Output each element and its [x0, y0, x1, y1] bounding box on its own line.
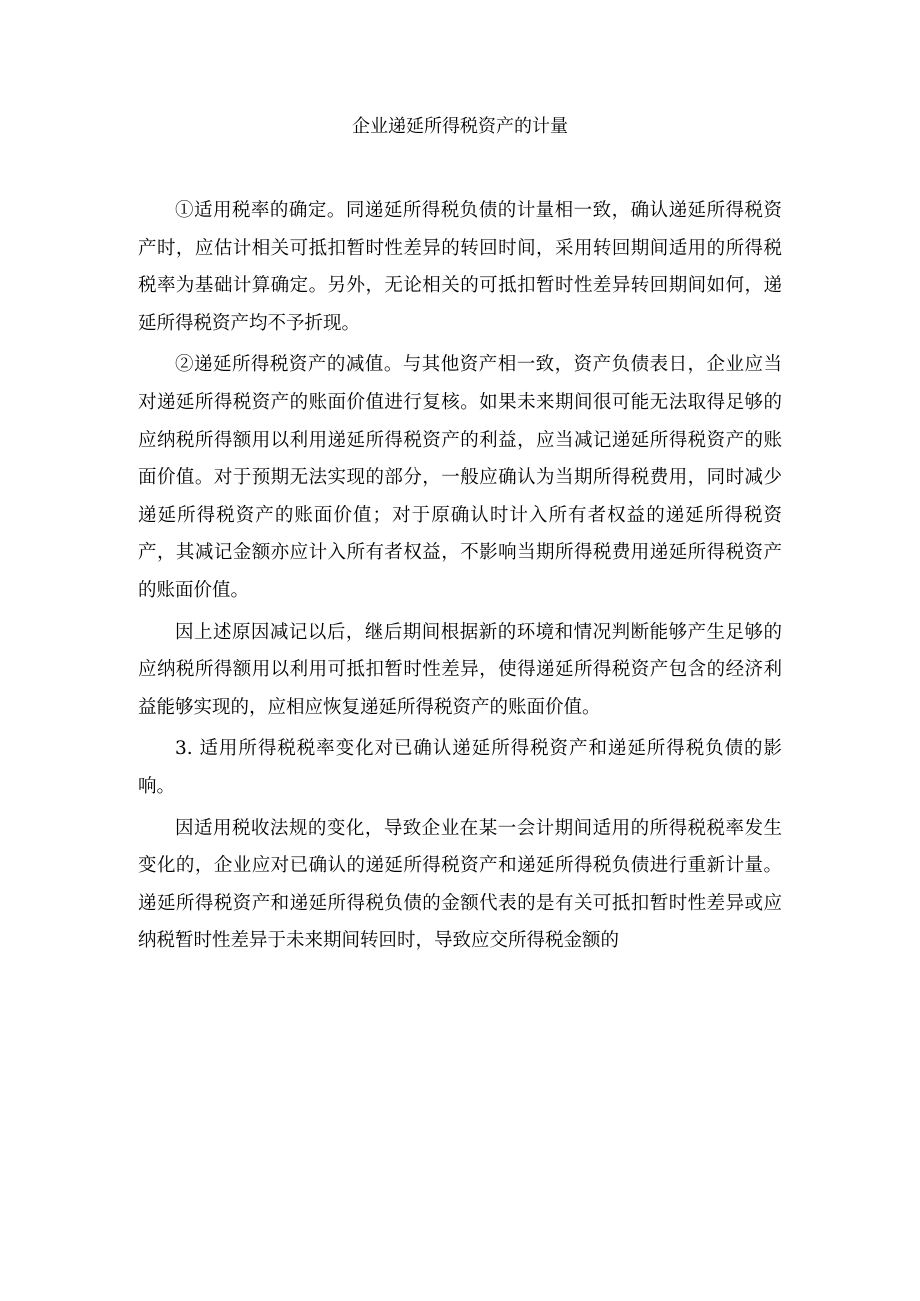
paragraph-impairment: ②递延所得税资产的减值。与其他资产相一致，资产负债表日，企业应当对递延所得税资产的账面价值进行复核。如果未来期间很可能无法取得足够的应纳税所得额用以利用递延所得税资产的利益，应当减记递延所得税资产的账面价值。对于预期无法实现的部分，一般应确认为当期所得税费用，同时减少递延所得税资产的账面价值；对于原确认时计入所有者权益的递延所得税资产，其减记金额亦应计入所有者权益，不影响当期所得税费用递延所得税资产的账面价值。	[138, 354, 782, 601]
document-title: 企业递延所得税资产的计量	[352, 116, 568, 137]
paragraph-recovery: 因上述原因减记以后，继后期间根据新的环境和情况判断能够产生足够的应纳税所得额用以利用可抵扣暂时性差异，使得递延所得税资产包含的经济利益能够实现的，应相应恢复递延所得税资产的账面价值。	[138, 621, 782, 718]
paragraph-section-3-heading: 3. 适用所得税税率变化对已确认递延所得税资产和递延所得税负债的影响。	[138, 738, 782, 797]
paragraph-tax-rate: ①适用税率的确定。同递延所得税负债的计量相一致，确认递延所得税资产时，应估计相关可抵扣暂时性差异的转回时间，采用转回期间适用的所得税税率为基础计算确定。另外，无论相关的可抵扣暂时性差异转回期间如何，递延所得税资产均不予折现。	[138, 200, 782, 334]
paragraph-rate-change: 因适用税收法规的变化，导致企业在某一会计期间适用的所得税税率发生变化的，企业应对已确认的递延所得税资产和递延所得税负债进行重新计量。递延所得税资产和递延所得税负债的金额代表的是有关可抵扣暂时性差异或应纳税暂时性差异于未来期间转回时，导致应交所得税金额的	[138, 817, 782, 952]
